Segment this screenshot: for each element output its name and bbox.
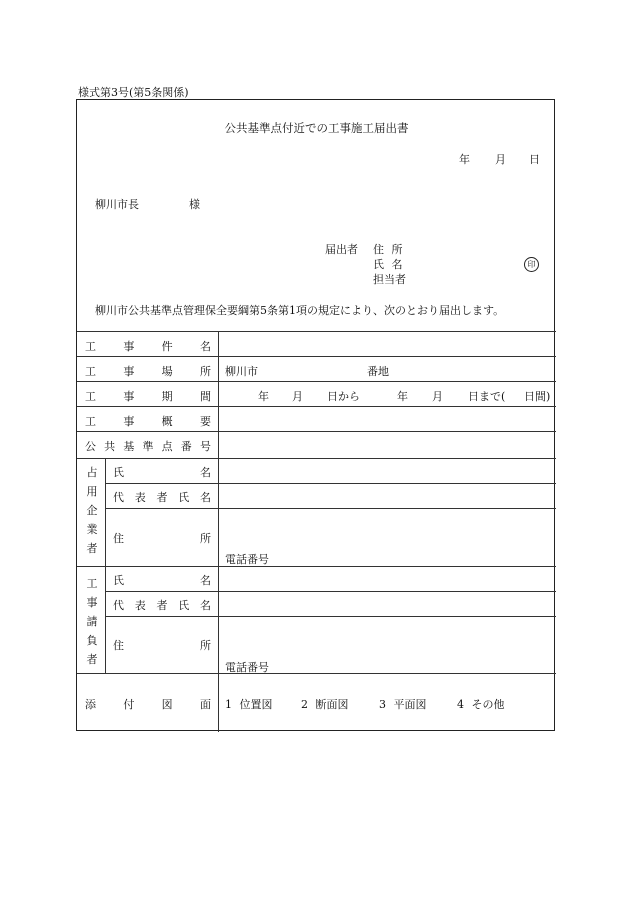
work-location-city: 柳川市 (225, 365, 258, 378)
label-char: 企 (86, 504, 98, 517)
label-char: 基 (123, 440, 135, 453)
label-char: 図 (161, 698, 173, 711)
label-char: 概 (161, 415, 173, 428)
label-char: 場 (161, 365, 173, 378)
label-char: 請 (86, 615, 98, 628)
label-char: 番 (180, 440, 192, 453)
occupant-phone-label: 電話番号 (225, 553, 269, 566)
label-char: 名 (199, 340, 211, 353)
form-title: 公共基準点付近での工事施工届出書 (224, 121, 409, 135)
label-char: 共 (104, 440, 116, 453)
label-char: 号 (199, 440, 211, 453)
form-number: 様式第3号(第5条関係) (78, 86, 189, 99)
addressee-name: 柳川市長 (95, 198, 139, 211)
label-char: 工 (85, 390, 96, 403)
period-start-year: 年 (258, 390, 269, 403)
label-char: 用 (86, 485, 98, 498)
label-char: 者 (86, 542, 98, 555)
notification-form (76, 99, 555, 731)
label-char: 付 (123, 698, 135, 711)
notifier-address-label: 住 所 (373, 243, 405, 256)
label-char: 者 (156, 491, 168, 504)
label-char: 所 (200, 639, 211, 652)
contractor-address-label (113, 637, 211, 653)
date-month: 月 (495, 153, 506, 166)
label-char: 事 (123, 415, 135, 428)
label-char: 氏 (178, 599, 190, 612)
period-start-day: 日から (327, 390, 360, 403)
label-char: 負 (86, 634, 98, 647)
occupant-name-label (113, 464, 211, 480)
label-char: 表 (134, 599, 146, 612)
addressee-honorific: 様 (189, 198, 200, 211)
label-char: 添 (85, 698, 96, 711)
work-name-label (85, 338, 211, 354)
period-end-month: 月 (432, 390, 443, 403)
label-char: 工 (85, 365, 96, 378)
work-period-label (85, 388, 211, 404)
attachment-item: 2 断面図 (301, 698, 349, 711)
label-char: 工 (86, 577, 98, 590)
label-char: 事 (123, 365, 135, 378)
period-end-year: 年 (397, 390, 408, 403)
label-char: 氏 (178, 491, 190, 504)
label-char: 者 (86, 653, 98, 666)
contractor-name-label (113, 572, 211, 588)
label-char: 所 (199, 365, 211, 378)
label-char: 事 (123, 340, 135, 353)
label-char: 住 (113, 639, 124, 652)
date-year: 年 (459, 153, 470, 166)
label-char: 表 (134, 491, 146, 504)
contractor-label (85, 574, 99, 669)
occupant-rep-label (113, 489, 211, 505)
label-char: 名 (200, 491, 211, 504)
label-char: 占 (86, 466, 98, 479)
notifier-contact-label: 担当者 (373, 273, 406, 286)
label-char: 事 (123, 390, 135, 403)
label-char: 業 (86, 523, 98, 536)
label-char: 氏 (113, 574, 124, 587)
label-char: 間 (199, 390, 211, 403)
label-char: 面 (199, 698, 211, 711)
occupant-label (85, 463, 99, 558)
label-char: 名 (200, 466, 211, 479)
seal-mark: 印 (524, 257, 539, 272)
notifier-label: 届出者 (325, 243, 358, 256)
work-location-label (85, 363, 211, 379)
label-char: 代 (113, 599, 124, 612)
contractor-phone-label: 電話番号 (225, 661, 269, 674)
attachment-item: 4 その他 (457, 698, 505, 711)
notifier-name-label: 氏 名 (373, 258, 405, 271)
label-char: 名 (200, 599, 211, 612)
label-char: 者 (156, 599, 168, 612)
label-char: 期 (161, 390, 173, 403)
work-location-suffix: 番地 (367, 365, 389, 378)
period-start-month: 月 (292, 390, 303, 403)
label-char: 代 (113, 491, 124, 504)
statement: 柳川市公共基準点管理保全要綱第5条第1項の規定により、次のとおり届出します。 (95, 304, 505, 317)
label-char: 事 (86, 596, 98, 609)
label-char: 点 (161, 440, 173, 453)
label-char: 件 (161, 340, 173, 353)
benchmark-number-label (85, 438, 211, 454)
label-char: 氏 (113, 466, 124, 479)
label-char: 工 (85, 415, 96, 428)
period-days: 日間) (524, 390, 551, 403)
label-char: 所 (200, 532, 211, 545)
label-char: 名 (200, 574, 211, 587)
contractor-rep-label (113, 597, 211, 613)
occupant-address-label (113, 530, 211, 546)
label-char: 住 (113, 532, 124, 545)
work-summary-label (85, 413, 211, 429)
label-char: 公 (85, 440, 96, 453)
label-char: 要 (199, 415, 211, 428)
attachment-item: 1 位置図 (225, 698, 273, 711)
label-char: 工 (85, 340, 96, 353)
label-char: 準 (142, 440, 154, 453)
date-day: 日 (529, 153, 540, 166)
attachments-label (85, 696, 211, 712)
attachment-item: 3 平面図 (379, 698, 427, 711)
period-end-day: 日まで( (468, 390, 506, 403)
